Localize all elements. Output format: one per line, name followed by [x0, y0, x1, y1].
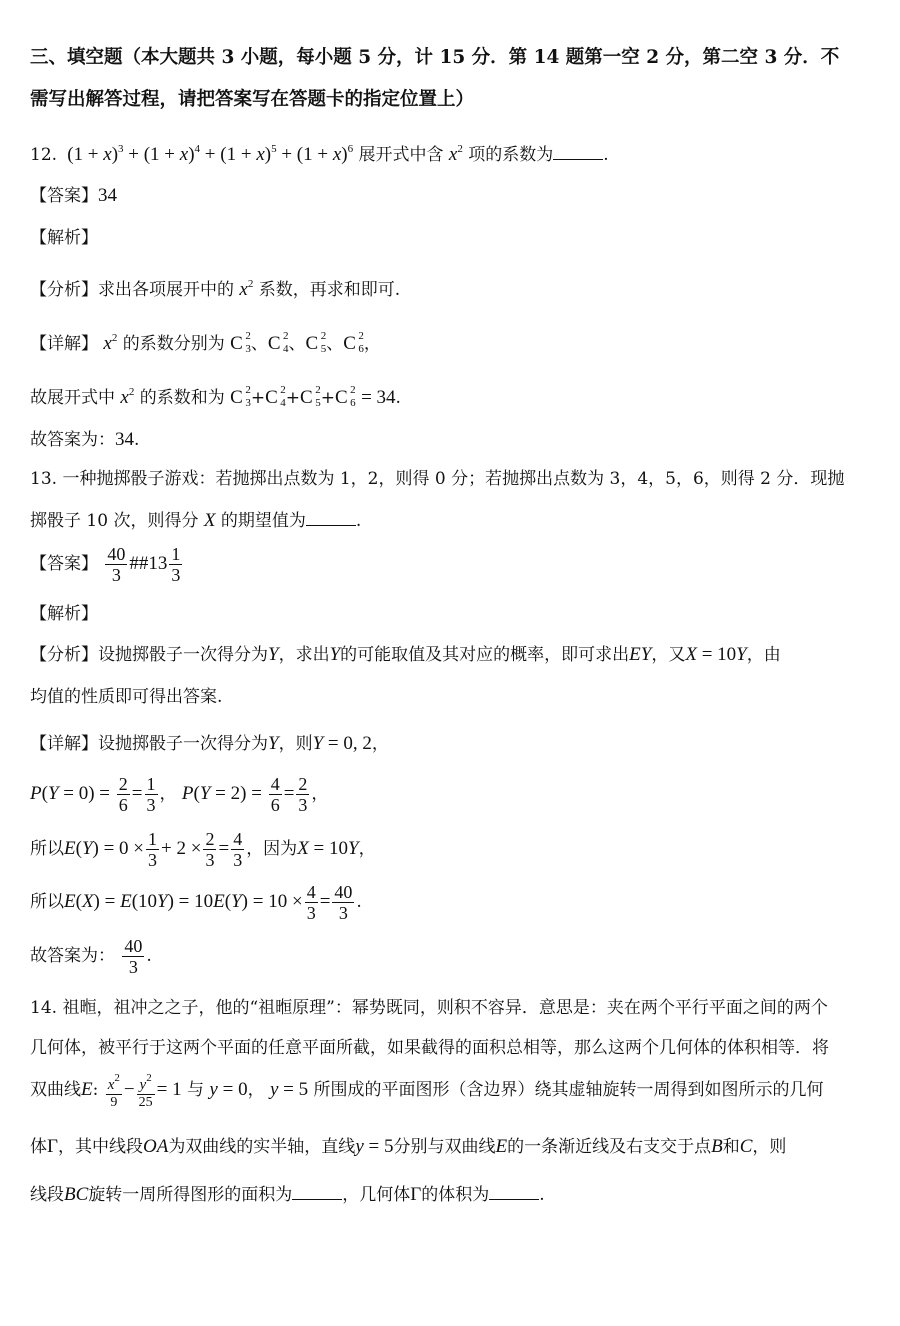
q12-sum: 故展开式中 $x^2$ 的系数和为 C 2 3 +C 2 4 +C 2 5 +C 2 6 = 34. — [30, 384, 401, 409]
q14-line5: 线段BC旋转一周所得图形的面积为 ，几何体Γ的体积为 . — [30, 1184, 545, 1205]
answer-blank — [292, 1183, 342, 1200]
q13-question-line2: 掷骰子 10 次，则得分 X 的期望值为 . — [30, 510, 362, 531]
q13-detail: 【详解】设抛掷骰子一次得分为Y，则Y = 0, 2， — [30, 733, 389, 754]
q12-number: 12. — [30, 145, 58, 165]
q12-fenxi: 【分析】求出各项展开中的 $x^2$ 系数，再求和即可. — [30, 278, 401, 300]
q13-answer-fraction: $\frac{40}{3}$ — [107, 544, 126, 585]
q12-question: 12. $(1 + x)^3 + (1 + x)^4 + (1 + x)^5 + (1 + x)^6$ 展开式中含 $x^2$ 项的系数为 . — [30, 143, 609, 165]
q12-answer: 34 — [98, 185, 117, 206]
q13-answer-mixed-fraction: $\frac{1}{3}$ — [171, 544, 181, 585]
q14-line3: 双曲线E: $\frac{x^2}{9}$ − $\frac{y^2}{25}$ = 1 与 y = 0， y = 5 所围成的平面图形（含边界）绕其虚轴旋转一周得到如图所示的几何 — [30, 1072, 824, 1110]
q13-expectation-y: 所以E(Y) = 0 × $\frac{1}{3}$ + 2 × $\frac{2}{3}$ = $\frac{4}{3}$ ，因为X = 10Y， — [30, 829, 376, 870]
q14-line4: 体Γ，其中线段OA为双曲线的实半轴，直线y = 5分别与双曲线E的一条渐近线及右支交于点B和C，则 — [30, 1136, 787, 1157]
q12-analysis-label: 【解析】 — [30, 228, 98, 248]
q13-answer-line: 【答案】 $\frac{40}{3}$ ##13 $\frac{1}{3}$ — [30, 544, 181, 585]
answer-blank — [306, 509, 356, 526]
q12-expression: $(1 + x)^3 + (1 + x)^4 + (1 + x)^5 + (1 + x)^6$ — [62, 143, 354, 165]
q13-fenxi-line2: 均值的性质即可得出答案. — [30, 687, 223, 707]
q14-line2: 几何体，被平行于这两个平面的任意平面所截，如果截得的面积总相等，那么这两个几何体的体积相等．将 — [30, 1038, 829, 1058]
answer-blank — [553, 143, 603, 160]
q13-fenxi: 【分析】设抛掷骰子一次得分为Y，求出Y的可能取值及其对应的概率，即可求出EY，又X = 10Y，由 — [30, 644, 781, 665]
q13-final: 故答案为： $\frac{40}{3}$ . — [30, 936, 152, 977]
q13-question-line1: 13. 一种抛掷骰子游戏：若抛掷出点数为 1，2，则得 0 分；若抛掷出点数为 3，4，5，6，则得 2 分．现抛 — [30, 469, 845, 489]
section-heading-line1: 三、填空题（本大题共 3 小题，每小题 5 分，计 15 分．第 14 题第一空 2 分，第二空 3 分．不 — [30, 47, 840, 68]
q13-expectation-x: 所以E(X) = E(10Y) = 10E(Y) = 10 × $\frac{4}{3}$ = $\frac{40}{3}$ . — [30, 882, 362, 923]
q13-probabilities: P(Y = 0) = $\frac{2}{6}$ = $\frac{1}{3}$ ， P(Y = 2) = $\frac{4}{6}$ = $\frac{2}{3}$ ， — [30, 774, 329, 815]
answer-blank — [489, 1183, 539, 1200]
q14-line1: 14. 祖暅，祖冲之之子，他的“祖暅原理”：幂势既同，则积不容异．意思是：夹在两个平行平面之间的两个 — [30, 998, 828, 1018]
q12-answer-line: 【答案】34 — [30, 185, 117, 206]
section-heading-line2: 需写出解答过程，请把答案写在答题卡的指定位置上） — [30, 89, 475, 110]
q13-analysis-label: 【解析】 — [30, 604, 98, 624]
q12-final: 故答案为：34. — [30, 429, 140, 450]
q12-detail: 【详解】 $x^2$ 的系数分别为 C 2 3 、C 2 4 、C 2 5 、C 2 6 ， — [30, 330, 381, 355]
